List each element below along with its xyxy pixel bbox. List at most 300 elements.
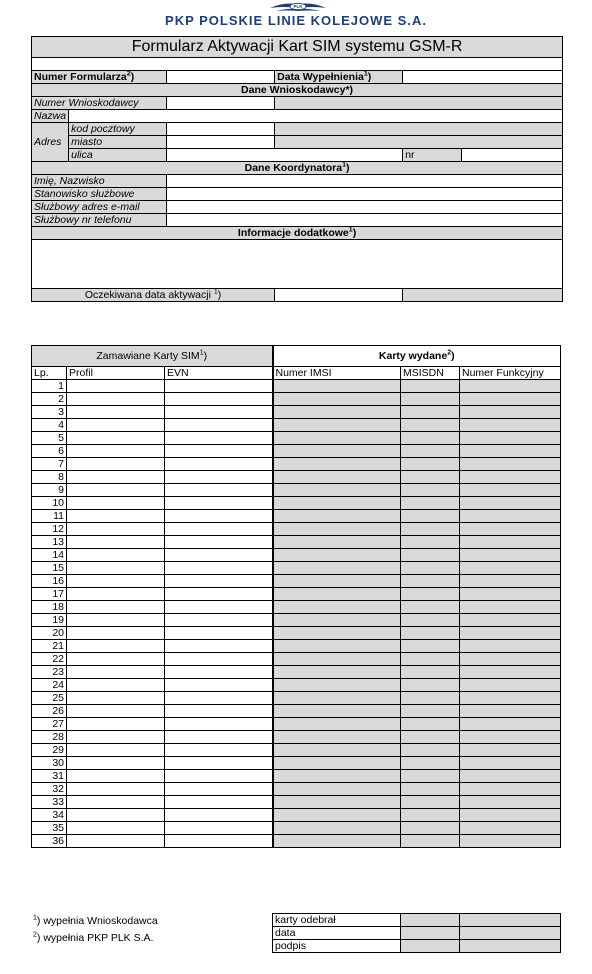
profil-cell[interactable] bbox=[67, 575, 165, 588]
evn-cell[interactable] bbox=[165, 822, 273, 835]
row-number: 21 bbox=[32, 640, 67, 653]
row-number: 19 bbox=[32, 614, 67, 627]
funkcyjny-cell[interactable] bbox=[460, 692, 561, 705]
profil-cell[interactable] bbox=[67, 445, 165, 458]
table-row bbox=[32, 575, 561, 588]
full-name-field[interactable] bbox=[167, 175, 563, 188]
imsi-cell[interactable] bbox=[273, 471, 401, 484]
table-row bbox=[32, 783, 561, 796]
imsi-cell[interactable] bbox=[273, 510, 401, 523]
table-row bbox=[32, 822, 561, 835]
profil-cell[interactable] bbox=[67, 809, 165, 822]
col-lp: Lp. bbox=[32, 367, 67, 380]
table-row bbox=[32, 562, 561, 575]
form-number-row bbox=[32, 71, 563, 84]
evn-cell[interactable] bbox=[165, 432, 273, 445]
row-number: 20 bbox=[32, 627, 67, 640]
row-number: 18 bbox=[32, 601, 67, 614]
profil-cell[interactable] bbox=[67, 679, 165, 692]
row-number: 30 bbox=[32, 757, 67, 770]
imsi-cell[interactable] bbox=[273, 549, 401, 562]
msisdn-cell[interactable] bbox=[401, 419, 460, 432]
imsi-cell[interactable] bbox=[273, 653, 401, 666]
evn-cell[interactable] bbox=[165, 458, 273, 471]
imsi-cell[interactable] bbox=[273, 445, 401, 458]
profil-cell[interactable] bbox=[67, 744, 165, 757]
col-evn: EVN bbox=[165, 367, 273, 380]
additional-info-field[interactable] bbox=[32, 240, 563, 289]
imsi-cell[interactable] bbox=[273, 796, 401, 809]
col-msisdn: MSISDN bbox=[401, 367, 460, 380]
date-field-2[interactable] bbox=[460, 927, 561, 940]
table-row bbox=[32, 432, 561, 445]
profil-cell[interactable] bbox=[67, 419, 165, 432]
col-imsi: Numer IMSI bbox=[273, 367, 401, 380]
received-by-field-2[interactable] bbox=[460, 914, 561, 927]
msisdn-cell[interactable] bbox=[401, 601, 460, 614]
evn-cell[interactable] bbox=[165, 523, 273, 536]
row-number: 28 bbox=[32, 731, 67, 744]
msisdn-cell[interactable] bbox=[401, 484, 460, 497]
imsi-cell[interactable] bbox=[273, 588, 401, 601]
msisdn-cell[interactable] bbox=[401, 627, 460, 640]
profil-cell[interactable] bbox=[67, 835, 165, 848]
msisdn-cell[interactable] bbox=[401, 835, 460, 848]
imsi-cell[interactable] bbox=[273, 406, 401, 419]
table-row bbox=[32, 666, 561, 679]
funkcyjny-cell[interactable] bbox=[460, 406, 561, 419]
msisdn-cell[interactable] bbox=[401, 666, 460, 679]
row-number: 34 bbox=[32, 809, 67, 822]
funkcyjny-cell[interactable] bbox=[460, 640, 561, 653]
table-row bbox=[32, 497, 561, 510]
form-title-row bbox=[32, 37, 563, 58]
street-label: ulica bbox=[69, 149, 167, 162]
row-number: 23 bbox=[32, 666, 67, 679]
profil-cell[interactable] bbox=[67, 536, 165, 549]
funkcyjny-cell[interactable] bbox=[460, 822, 561, 835]
receipt-table bbox=[272, 913, 561, 953]
row-number: 27 bbox=[32, 718, 67, 731]
funkcyjny-cell[interactable] bbox=[460, 731, 561, 744]
evn-cell[interactable] bbox=[165, 380, 273, 393]
funkcyjny-cell[interactable] bbox=[460, 432, 561, 445]
profil-cell[interactable] bbox=[67, 796, 165, 809]
msisdn-cell[interactable] bbox=[401, 757, 460, 770]
funkcyjny-cell[interactable] bbox=[460, 783, 561, 796]
msisdn-cell[interactable] bbox=[401, 562, 460, 575]
imsi-cell[interactable] bbox=[273, 770, 401, 783]
row-number: 2 bbox=[32, 393, 67, 406]
msisdn-cell[interactable] bbox=[401, 510, 460, 523]
header-logo bbox=[0, 0, 592, 30]
funkcyjny-cell[interactable] bbox=[460, 523, 561, 536]
imsi-cell[interactable] bbox=[273, 497, 401, 510]
profil-cell[interactable] bbox=[67, 614, 165, 627]
position-field[interactable] bbox=[167, 188, 563, 201]
number-field[interactable] bbox=[462, 149, 563, 162]
phone-label: Służbowy nr telefonu bbox=[32, 214, 167, 227]
imsi-cell[interactable] bbox=[273, 705, 401, 718]
table-row bbox=[32, 471, 561, 484]
row-number: 13 bbox=[32, 536, 67, 549]
funkcyjny-cell[interactable] bbox=[460, 744, 561, 757]
signature-field-2[interactable] bbox=[460, 940, 561, 953]
funkcyjny-cell[interactable] bbox=[460, 770, 561, 783]
table-row bbox=[32, 601, 561, 614]
form-number-field[interactable] bbox=[167, 71, 275, 84]
funkcyjny-cell[interactable] bbox=[460, 757, 561, 770]
date-field[interactable] bbox=[401, 927, 460, 940]
funkcyjny-cell[interactable] bbox=[460, 575, 561, 588]
profil-cell[interactable] bbox=[67, 432, 165, 445]
profil-cell[interactable] bbox=[67, 562, 165, 575]
column-header-row bbox=[32, 367, 561, 380]
form-number-label: Numer Formularza$^2$) bbox=[32, 71, 167, 84]
msisdn-cell[interactable] bbox=[401, 549, 460, 562]
funkcyjny-cell[interactable] bbox=[460, 601, 561, 614]
evn-cell[interactable] bbox=[165, 666, 273, 679]
msisdn-cell[interactable] bbox=[401, 445, 460, 458]
imsi-cell[interactable] bbox=[273, 432, 401, 445]
imsi-cell[interactable] bbox=[273, 393, 401, 406]
imsi-cell[interactable] bbox=[273, 640, 401, 653]
email-label: Służbowy adres e-mail bbox=[32, 201, 167, 214]
table-row bbox=[32, 640, 561, 653]
row-number: 7 bbox=[32, 458, 67, 471]
table-row bbox=[32, 692, 561, 705]
row-number: 11 bbox=[32, 510, 67, 523]
profil-cell[interactable] bbox=[67, 692, 165, 705]
imsi-cell[interactable] bbox=[273, 809, 401, 822]
profil-cell[interactable] bbox=[67, 458, 165, 471]
msisdn-cell[interactable] bbox=[401, 458, 460, 471]
evn-cell[interactable] bbox=[165, 783, 273, 796]
applicant-number-field[interactable] bbox=[167, 97, 275, 110]
table-row bbox=[32, 510, 561, 523]
evn-cell[interactable] bbox=[165, 705, 273, 718]
profil-cell[interactable] bbox=[67, 588, 165, 601]
msisdn-cell[interactable] bbox=[401, 822, 460, 835]
msisdn-cell[interactable] bbox=[401, 497, 460, 510]
msisdn-cell[interactable] bbox=[401, 705, 460, 718]
profil-cell[interactable] bbox=[67, 406, 165, 419]
funkcyjny-cell[interactable] bbox=[460, 705, 561, 718]
additional-info-header: Informacje dodatkowe$^1$) bbox=[32, 227, 563, 240]
fill-date-field[interactable] bbox=[403, 71, 563, 84]
msisdn-cell[interactable] bbox=[401, 692, 460, 705]
evn-cell[interactable] bbox=[165, 744, 273, 757]
msisdn-cell[interactable] bbox=[401, 471, 460, 484]
footnote-2: $^2$) wypełnia PKP PLK S.A. bbox=[33, 931, 154, 944]
msisdn-cell[interactable] bbox=[401, 640, 460, 653]
table-row bbox=[32, 809, 561, 822]
evn-cell[interactable] bbox=[165, 614, 273, 627]
profil-cell[interactable] bbox=[67, 705, 165, 718]
row-number: 36 bbox=[32, 835, 67, 848]
row-number: 4 bbox=[32, 419, 67, 432]
evn-cell[interactable] bbox=[165, 679, 273, 692]
table-row bbox=[32, 744, 561, 757]
evn-cell[interactable] bbox=[165, 731, 273, 744]
svg-text:PLK: PLK bbox=[293, 4, 303, 10]
evn-cell[interactable] bbox=[165, 588, 273, 601]
imsi-cell[interactable] bbox=[273, 718, 401, 731]
profil-cell[interactable] bbox=[67, 471, 165, 484]
profil-cell[interactable] bbox=[67, 510, 165, 523]
evn-cell[interactable] bbox=[165, 445, 273, 458]
evn-cell[interactable] bbox=[165, 692, 273, 705]
msisdn-cell[interactable] bbox=[401, 406, 460, 419]
msisdn-cell[interactable] bbox=[401, 731, 460, 744]
city-label: miasto bbox=[69, 136, 167, 149]
funkcyjny-cell[interactable] bbox=[460, 380, 561, 393]
evn-cell[interactable] bbox=[165, 757, 273, 770]
imsi-cell[interactable] bbox=[273, 783, 401, 796]
table-row bbox=[32, 549, 561, 562]
evn-cell[interactable] bbox=[165, 640, 273, 653]
profil-cell[interactable] bbox=[67, 640, 165, 653]
imsi-cell[interactable] bbox=[273, 666, 401, 679]
profil-cell[interactable] bbox=[67, 380, 165, 393]
msisdn-cell[interactable] bbox=[401, 432, 460, 445]
imsi-cell[interactable] bbox=[273, 744, 401, 757]
table-row bbox=[32, 718, 561, 731]
msisdn-cell[interactable] bbox=[401, 393, 460, 406]
imsi-cell[interactable] bbox=[273, 523, 401, 536]
email-field[interactable] bbox=[167, 201, 563, 214]
evn-cell[interactable] bbox=[165, 484, 273, 497]
evn-cell[interactable] bbox=[165, 549, 273, 562]
evn-cell[interactable] bbox=[165, 406, 273, 419]
table-row bbox=[32, 796, 561, 809]
row-number: 5 bbox=[32, 432, 67, 445]
imsi-cell[interactable] bbox=[273, 562, 401, 575]
msisdn-cell[interactable] bbox=[401, 718, 460, 731]
funkcyjny-cell[interactable] bbox=[460, 588, 561, 601]
evn-cell[interactable] bbox=[165, 601, 273, 614]
funkcyjny-cell[interactable] bbox=[460, 497, 561, 510]
postal-code-field[interactable] bbox=[167, 123, 275, 136]
received-by-field[interactable] bbox=[401, 914, 460, 927]
evn-cell[interactable] bbox=[165, 809, 273, 822]
msisdn-cell[interactable] bbox=[401, 809, 460, 822]
evn-cell[interactable] bbox=[165, 653, 273, 666]
applicant-section-header: Dane Wnioskodawcy*) bbox=[32, 84, 563, 97]
profil-cell[interactable] bbox=[67, 718, 165, 731]
table-row bbox=[32, 419, 561, 432]
row-number: 14 bbox=[32, 549, 67, 562]
funkcyjny-cell[interactable] bbox=[460, 809, 561, 822]
profil-cell[interactable] bbox=[67, 497, 165, 510]
profil-cell[interactable] bbox=[67, 757, 165, 770]
applicant-number-label: Numer Wnioskodawcy bbox=[32, 97, 167, 110]
funkcyjny-cell[interactable] bbox=[460, 718, 561, 731]
row-number: 17 bbox=[32, 588, 67, 601]
col-funkcyjny: Numer Funkcyjny bbox=[460, 367, 561, 380]
profil-cell[interactable] bbox=[67, 601, 165, 614]
imsi-cell[interactable] bbox=[273, 419, 401, 432]
row-number: 1 bbox=[32, 380, 67, 393]
evn-cell[interactable] bbox=[165, 510, 273, 523]
funkcyjny-cell[interactable] bbox=[460, 510, 561, 523]
profil-cell[interactable] bbox=[67, 822, 165, 835]
evn-cell[interactable] bbox=[165, 835, 273, 848]
funkcyjny-cell[interactable] bbox=[460, 614, 561, 627]
row-number: 32 bbox=[32, 783, 67, 796]
sim-cards-table bbox=[31, 345, 561, 848]
imsi-cell[interactable] bbox=[273, 692, 401, 705]
row-number: 16 bbox=[32, 575, 67, 588]
imsi-cell[interactable] bbox=[273, 380, 401, 393]
table-row bbox=[32, 757, 561, 770]
msisdn-cell[interactable] bbox=[401, 575, 460, 588]
msisdn-cell[interactable] bbox=[401, 744, 460, 757]
evn-cell[interactable] bbox=[165, 627, 273, 640]
table-row bbox=[32, 406, 561, 419]
imsi-cell[interactable] bbox=[273, 731, 401, 744]
funkcyjny-cell[interactable] bbox=[460, 666, 561, 679]
msisdn-cell[interactable] bbox=[401, 614, 460, 627]
table-row bbox=[32, 536, 561, 549]
msisdn-cell[interactable] bbox=[401, 380, 460, 393]
application-form bbox=[31, 36, 563, 302]
funkcyjny-cell[interactable] bbox=[460, 796, 561, 809]
table-row bbox=[32, 705, 561, 718]
grey-filler bbox=[403, 289, 563, 302]
form-title: Formularz Aktywacji Kart SIM systemu GSM-R bbox=[32, 37, 563, 58]
evn-cell[interactable] bbox=[165, 419, 273, 432]
imsi-cell[interactable] bbox=[273, 536, 401, 549]
profil-cell[interactable] bbox=[67, 653, 165, 666]
profil-cell[interactable] bbox=[67, 523, 165, 536]
street-field[interactable] bbox=[167, 149, 403, 162]
table-row bbox=[32, 614, 561, 627]
profil-cell[interactable] bbox=[67, 549, 165, 562]
funkcyjny-cell[interactable] bbox=[460, 393, 561, 406]
funkcyjny-cell[interactable] bbox=[460, 679, 561, 692]
profil-cell[interactable] bbox=[67, 484, 165, 497]
funkcyjny-cell[interactable] bbox=[460, 835, 561, 848]
imsi-cell[interactable] bbox=[273, 458, 401, 471]
table-row bbox=[32, 523, 561, 536]
grey-filler bbox=[275, 97, 563, 110]
position-label: Stanowisko służbowe bbox=[32, 188, 167, 201]
address-label: Adres bbox=[32, 123, 69, 162]
profil-cell[interactable] bbox=[67, 627, 165, 640]
evn-cell[interactable] bbox=[165, 393, 273, 406]
imsi-cell[interactable] bbox=[273, 757, 401, 770]
ordered-cards-header: Zamawiane Karty SIM$^1$) bbox=[32, 346, 273, 367]
imsi-cell[interactable] bbox=[273, 484, 401, 497]
phone-field[interactable] bbox=[167, 214, 563, 227]
profil-cell[interactable] bbox=[67, 770, 165, 783]
profil-cell[interactable] bbox=[67, 666, 165, 679]
funkcyjny-cell[interactable] bbox=[460, 484, 561, 497]
row-number: 25 bbox=[32, 692, 67, 705]
evn-cell[interactable] bbox=[165, 770, 273, 783]
msisdn-cell[interactable] bbox=[401, 679, 460, 692]
funkcyjny-cell[interactable] bbox=[460, 549, 561, 562]
date-label: data bbox=[273, 927, 401, 940]
evn-cell[interactable] bbox=[165, 497, 273, 510]
table-row bbox=[32, 627, 561, 640]
row-number: 12 bbox=[32, 523, 67, 536]
msisdn-cell[interactable] bbox=[401, 523, 460, 536]
signature-label: podpis bbox=[273, 940, 401, 953]
imsi-cell[interactable] bbox=[273, 835, 401, 848]
table-row bbox=[32, 731, 561, 744]
table-row bbox=[32, 770, 561, 783]
city-field[interactable] bbox=[167, 136, 275, 149]
imsi-cell[interactable] bbox=[273, 575, 401, 588]
footnote-1: $^1$) wypełnia Wnioskodawca bbox=[33, 914, 158, 927]
row-number: 6 bbox=[32, 445, 67, 458]
row-number: 15 bbox=[32, 562, 67, 575]
expected-activation-field[interactable] bbox=[275, 289, 403, 302]
msisdn-cell[interactable] bbox=[401, 536, 460, 549]
msisdn-cell[interactable] bbox=[401, 588, 460, 601]
row-number: 31 bbox=[32, 770, 67, 783]
expected-activation-label: Oczekiwana data aktywacji $^1$) bbox=[32, 289, 275, 302]
profil-cell[interactable] bbox=[67, 731, 165, 744]
funkcyjny-cell[interactable] bbox=[460, 536, 561, 549]
received-by-label: karty odebrał bbox=[273, 914, 401, 927]
imsi-cell[interactable] bbox=[273, 601, 401, 614]
evn-cell[interactable] bbox=[165, 796, 273, 809]
funkcyjny-cell[interactable] bbox=[460, 627, 561, 640]
funkcyjny-cell[interactable] bbox=[460, 653, 561, 666]
name-label: Nazwa bbox=[32, 110, 69, 123]
table-row bbox=[32, 653, 561, 666]
imsi-cell[interactable] bbox=[273, 614, 401, 627]
imsi-cell[interactable] bbox=[273, 679, 401, 692]
postal-code-label: kod pocztowy bbox=[69, 123, 167, 136]
grey-filler bbox=[275, 123, 563, 136]
row-number: 35 bbox=[32, 822, 67, 835]
msisdn-cell[interactable] bbox=[401, 783, 460, 796]
funkcyjny-cell[interactable] bbox=[460, 419, 561, 432]
profil-cell[interactable] bbox=[67, 783, 165, 796]
name-field[interactable] bbox=[69, 110, 563, 123]
funkcyjny-cell[interactable] bbox=[460, 562, 561, 575]
funkcyjny-cell[interactable] bbox=[460, 445, 561, 458]
evn-cell[interactable] bbox=[165, 718, 273, 731]
evn-cell[interactable] bbox=[165, 575, 273, 588]
msisdn-cell[interactable] bbox=[401, 796, 460, 809]
table-row bbox=[32, 588, 561, 601]
imsi-cell[interactable] bbox=[273, 627, 401, 640]
msisdn-cell[interactable] bbox=[401, 653, 460, 666]
table-row bbox=[32, 484, 561, 497]
evn-cell[interactable] bbox=[165, 471, 273, 484]
issued-cards-header: Karty wydane$^2$) bbox=[273, 346, 561, 367]
profil-cell[interactable] bbox=[67, 393, 165, 406]
evn-cell[interactable] bbox=[165, 536, 273, 549]
msisdn-cell[interactable] bbox=[401, 770, 460, 783]
imsi-cell[interactable] bbox=[273, 822, 401, 835]
evn-cell[interactable] bbox=[165, 562, 273, 575]
funkcyjny-cell[interactable] bbox=[460, 458, 561, 471]
table-row bbox=[32, 393, 561, 406]
table-row bbox=[32, 380, 561, 393]
row-number: 24 bbox=[32, 679, 67, 692]
signature-field[interactable] bbox=[401, 940, 460, 953]
number-label: nr bbox=[403, 149, 462, 162]
row-number: 22 bbox=[32, 653, 67, 666]
row-number: 33 bbox=[32, 796, 67, 809]
funkcyjny-cell[interactable] bbox=[460, 471, 561, 484]
